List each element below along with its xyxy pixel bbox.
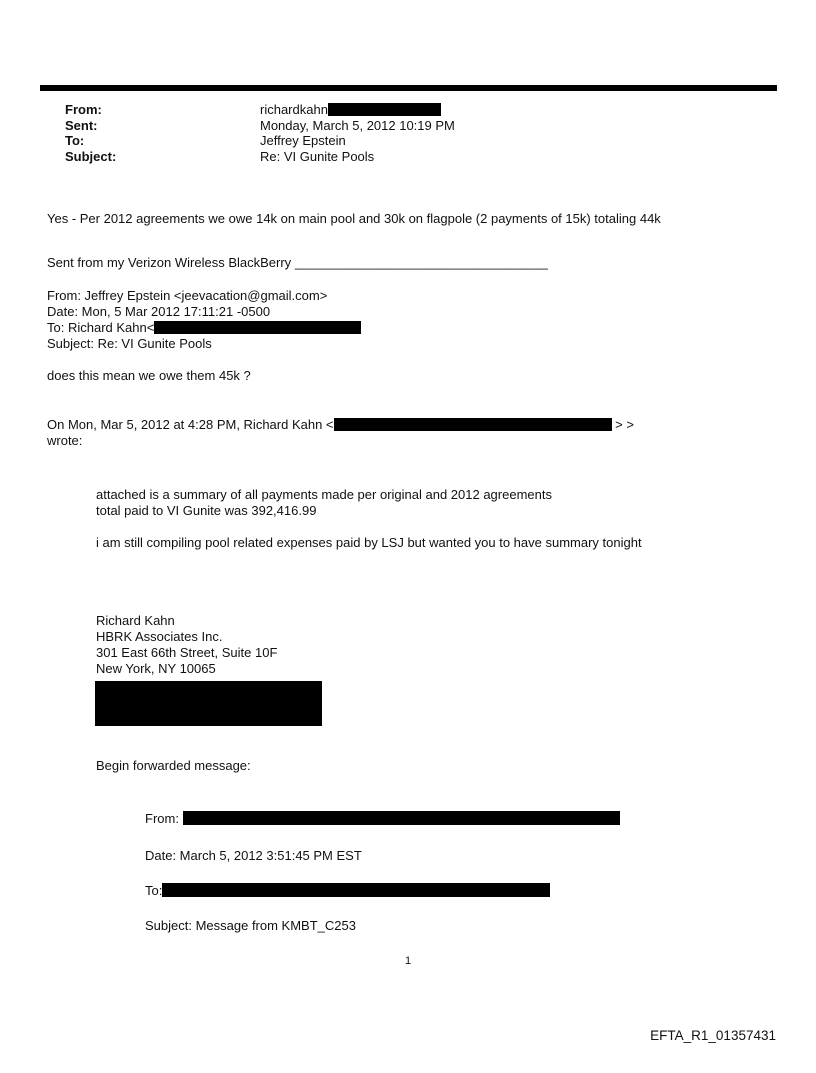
signature-address-2: New York, NY 10065 bbox=[96, 661, 216, 676]
quoted-to-prefix: To: Richard Kahn< bbox=[47, 320, 155, 335]
page-number: 1 bbox=[404, 955, 412, 967]
header-top-rule bbox=[40, 85, 777, 91]
redaction-bar bbox=[154, 321, 361, 334]
redaction-bar bbox=[162, 883, 550, 897]
forwarded-from-label: From: bbox=[145, 811, 179, 826]
bates-number: EFTA_R1_01357431 bbox=[650, 1028, 776, 1043]
sent-label: Sent: bbox=[65, 117, 98, 133]
redaction-bar bbox=[328, 103, 441, 116]
subject-label: Subject: bbox=[65, 148, 117, 164]
blackberry-signature-text: Sent from my Verizon Wireless BlackBerry bbox=[47, 255, 292, 270]
attached-line-1: attached is a summary of all payments made per original and 2012 agreements bbox=[96, 487, 552, 502]
forwarded-to-line bbox=[145, 883, 550, 899]
quoted-from-line: From: Jeffrey Epstein <jeevacation@gmail.com> bbox=[47, 288, 328, 303]
signature-name: Richard Kahn bbox=[96, 613, 175, 628]
begin-forwarded-line: Begin forwarded message: bbox=[96, 758, 251, 773]
from-value-text: richardkahn bbox=[260, 102, 328, 117]
signature-block bbox=[96, 613, 277, 677]
header-row-subject bbox=[65, 149, 775, 165]
sent-value: Monday, March 5, 2012 10:19 PM bbox=[260, 117, 455, 133]
email-header bbox=[65, 102, 775, 164]
signature-address-1: 301 East 66th Street, Suite 10F bbox=[96, 645, 278, 660]
forwarded-date-line: Date: March 5, 2012 3:51:45 PM EST bbox=[145, 848, 362, 863]
on-date-suffix: > > bbox=[615, 417, 634, 432]
quoted-header-block bbox=[47, 288, 361, 352]
quoted-subject-line: Subject: Re: VI Gunite Pools bbox=[47, 336, 212, 351]
wrote-line: wrote: bbox=[47, 433, 83, 448]
reply-text: Yes - Per 2012 agreements we owe 14k on main pool and 30k on flagpole (2 payments of 15k) totaling 44k bbox=[47, 211, 661, 226]
on-date-wrote-block bbox=[47, 417, 634, 449]
blackberry-rule: ___________________________________ bbox=[294, 255, 548, 270]
forwarded-to-label: To: bbox=[145, 883, 163, 898]
compiling-line: i am still compiling pool related expenses paid by LSJ but wanted you to have summary tonight bbox=[96, 535, 642, 550]
quoted-date-line: Date: Mon, 5 Mar 2012 17:11:21 -0500 bbox=[47, 304, 271, 319]
header-row-to bbox=[65, 133, 775, 149]
signature-company: HBRK Associates Inc. bbox=[96, 629, 223, 644]
header-row-from bbox=[65, 102, 775, 118]
to-value: Jeffrey Epstein bbox=[260, 133, 346, 149]
redaction-block bbox=[95, 681, 322, 726]
redaction-bar bbox=[183, 811, 620, 825]
blackberry-signature-line bbox=[47, 255, 548, 271]
question-text: does this mean we owe them 45k ? bbox=[47, 368, 251, 383]
attached-summary-block bbox=[96, 487, 552, 519]
redaction-bar bbox=[334, 418, 612, 431]
from-value bbox=[260, 102, 441, 118]
on-date-prefix: On Mon, Mar 5, 2012 at 4:28 PM, Richard Kahn < bbox=[47, 417, 334, 432]
header-row-sent bbox=[65, 118, 775, 134]
attached-line-2: total paid to VI Gunite was 392,416.99 bbox=[96, 503, 317, 518]
forwarded-from-line bbox=[145, 811, 620, 827]
on-date-line bbox=[47, 417, 634, 433]
from-label: From: bbox=[65, 102, 102, 117]
to-label: To: bbox=[65, 133, 85, 149]
quoted-to-line bbox=[47, 320, 361, 336]
forwarded-subject-line: Subject: Message from KMBT_C253 bbox=[145, 918, 356, 933]
subject-value: Re: VI Gunite Pools bbox=[260, 148, 375, 164]
